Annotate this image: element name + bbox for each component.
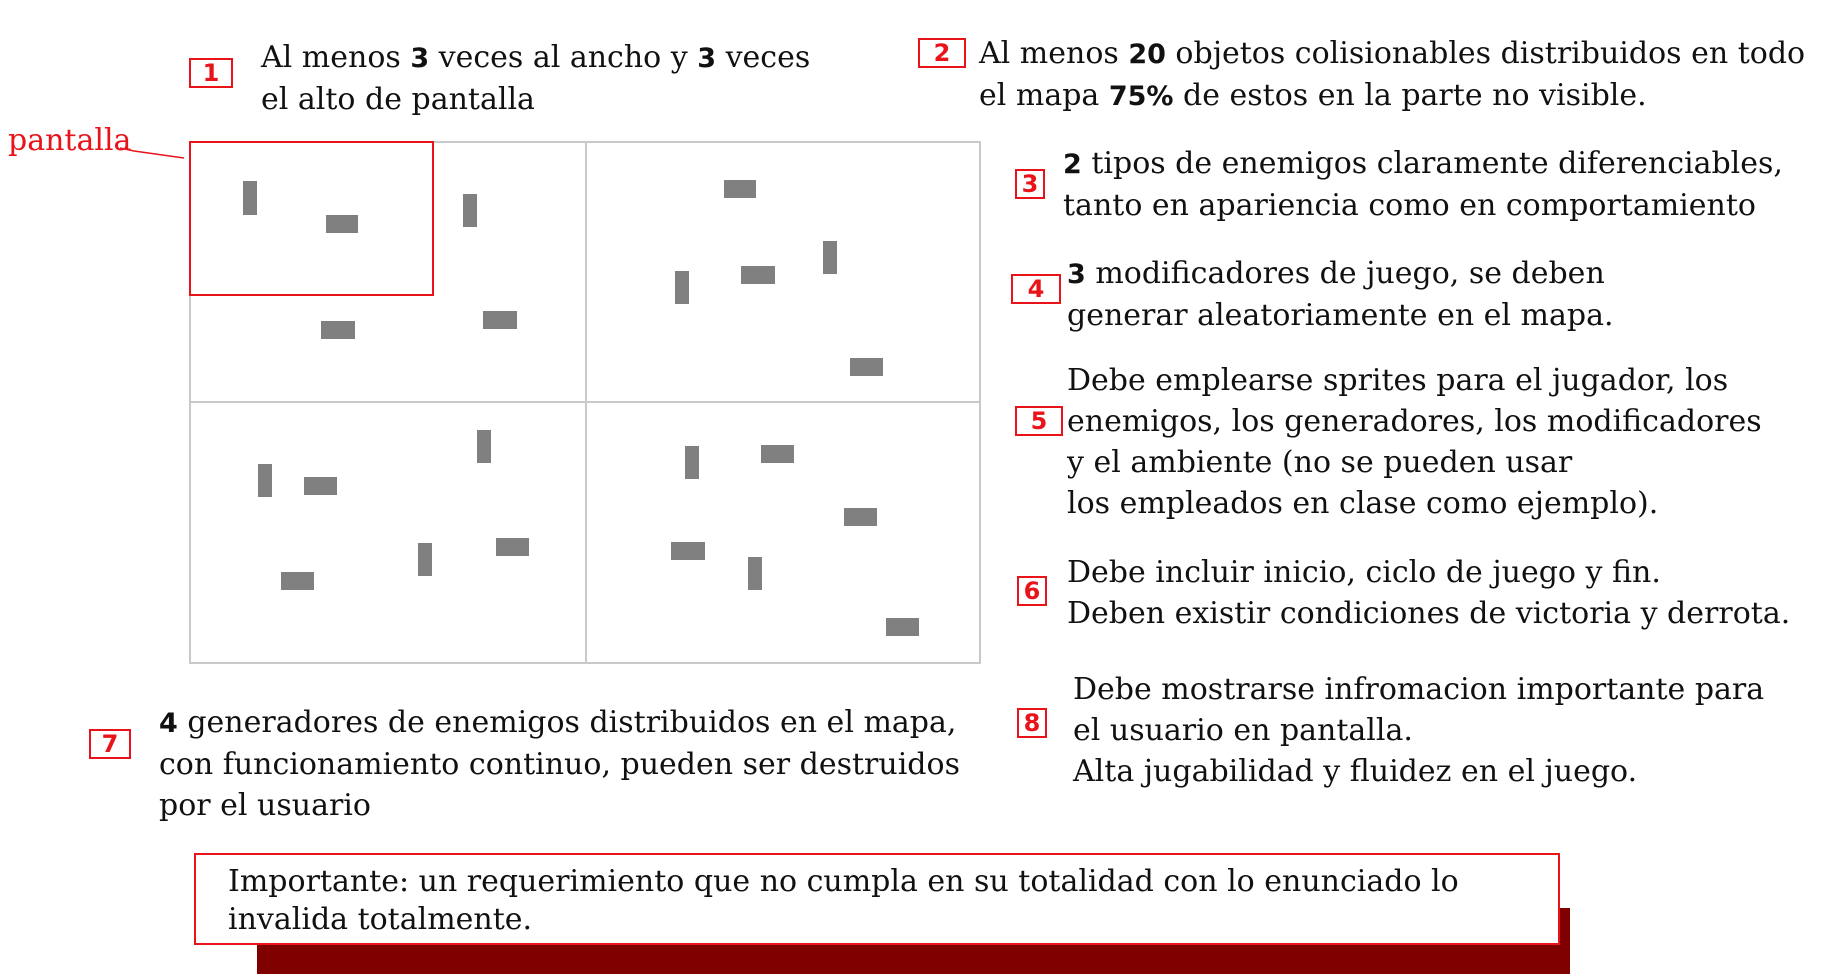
r6-text-line2: Deben existir condiciones de victoria y derrota. xyxy=(1067,596,1791,631)
collision-object xyxy=(304,477,337,495)
pantalla-label: pantalla xyxy=(8,123,132,158)
note-text-line1: Importante: un requerimiento que no cumpla en su totalidad con lo enunciado lo xyxy=(228,864,1459,899)
requirement-2-text xyxy=(979,33,1805,117)
r4-text-line2: generar aleatoriamente en el mapa. xyxy=(1067,298,1614,333)
requirement-5-text xyxy=(1067,360,1762,524)
requirement-6-text xyxy=(1067,552,1790,634)
requirement-number-6: 6 xyxy=(1017,576,1047,606)
r7-text-line2: con funcionamiento continuo, pueden ser destruidos xyxy=(159,747,960,782)
r7-text-line3: por el usuario xyxy=(159,788,371,823)
r4-text-a: modificadores de juego, se deben xyxy=(1085,256,1605,291)
map-quadrant-divider-horizontal xyxy=(191,401,979,403)
collision-object xyxy=(671,542,705,560)
collision-object xyxy=(886,618,919,636)
collision-object xyxy=(823,241,837,274)
requirement-number-7: 7 xyxy=(89,729,131,759)
requirement-1-text xyxy=(261,37,810,120)
r1-text-c: veces xyxy=(716,40,811,75)
collision-object xyxy=(724,180,756,198)
requirement-7-text xyxy=(159,702,960,826)
screen-viewport-rect xyxy=(189,141,434,296)
r6-text-line1: Debe incluir inicio, ciclo de juego y fin. xyxy=(1067,555,1661,590)
requirement-4-text xyxy=(1067,253,1614,336)
r3-text-a: tipos de enemigos claramente diferenciables, xyxy=(1081,146,1783,181)
important-note xyxy=(194,853,1560,945)
collision-object xyxy=(675,271,689,304)
r2-text-d: de estos en la parte no visible. xyxy=(1173,78,1647,113)
requirement-number-4: 4 xyxy=(1011,274,1061,304)
collision-object xyxy=(844,508,877,526)
r5-text-line1: Debe emplearse sprites para el jugador, los xyxy=(1067,363,1729,398)
requirement-number-3: 3 xyxy=(1015,169,1045,199)
r5-text-line4: los empleados en clase como ejemplo). xyxy=(1067,486,1659,521)
r4-count: 3 xyxy=(1067,259,1086,290)
collision-object xyxy=(418,543,432,576)
collision-object xyxy=(483,311,517,329)
r2-percent: 75% xyxy=(1108,81,1174,112)
requirement-8-text xyxy=(1073,669,1764,792)
r5-text-line3: y el ambiente (no se pueden usar xyxy=(1067,445,1573,480)
r2-text-c: el mapa xyxy=(979,78,1109,113)
collision-object xyxy=(685,446,699,479)
r5-text-line2: enemigos, los generadores, los modificadores xyxy=(1067,404,1762,439)
r2-text-b: objetos colisionables distribuidos en todo xyxy=(1165,36,1806,71)
r1-count-width: 3 xyxy=(410,43,430,74)
collision-object xyxy=(281,572,314,590)
collision-object xyxy=(258,464,272,497)
r2-text-a: Al menos xyxy=(979,36,1129,71)
collision-object xyxy=(477,430,491,463)
collision-object xyxy=(496,538,529,556)
r1-text-a: Al menos xyxy=(261,40,411,75)
collision-object xyxy=(741,266,775,284)
r2-count: 20 xyxy=(1128,39,1166,70)
collision-object xyxy=(748,557,762,590)
collision-object xyxy=(463,194,477,227)
requirement-number-2: 2 xyxy=(918,38,966,68)
collision-object xyxy=(850,358,883,376)
r3-text-line2: tanto en apariencia como en comportamiento xyxy=(1063,188,1756,223)
r3-count: 2 xyxy=(1063,149,1082,180)
r7-text-a: generadores de enemigos distribuidos en el mapa, xyxy=(177,705,957,740)
requirement-3-text xyxy=(1063,143,1783,226)
r8-text-line3: Alta jugabilidad y fluidez en el juego. xyxy=(1073,754,1638,789)
requirement-number-5: 5 xyxy=(1015,406,1063,436)
r1-text-b: veces al ancho y xyxy=(429,40,698,75)
requirement-number-1: 1 xyxy=(189,58,233,88)
r1-text-line2: el alto de pantalla xyxy=(261,82,535,117)
collision-object xyxy=(321,321,355,339)
requirement-number-8: 8 xyxy=(1017,708,1047,738)
r8-text-line2: el usuario en pantalla. xyxy=(1073,713,1413,748)
r8-text-line1: Debe mostrarse infromacion importante para xyxy=(1073,672,1765,707)
collision-object xyxy=(761,445,794,463)
note-text-line2: invalida totalmente. xyxy=(228,902,533,937)
r7-count: 4 xyxy=(159,708,178,739)
r1-count-height: 3 xyxy=(697,43,717,74)
